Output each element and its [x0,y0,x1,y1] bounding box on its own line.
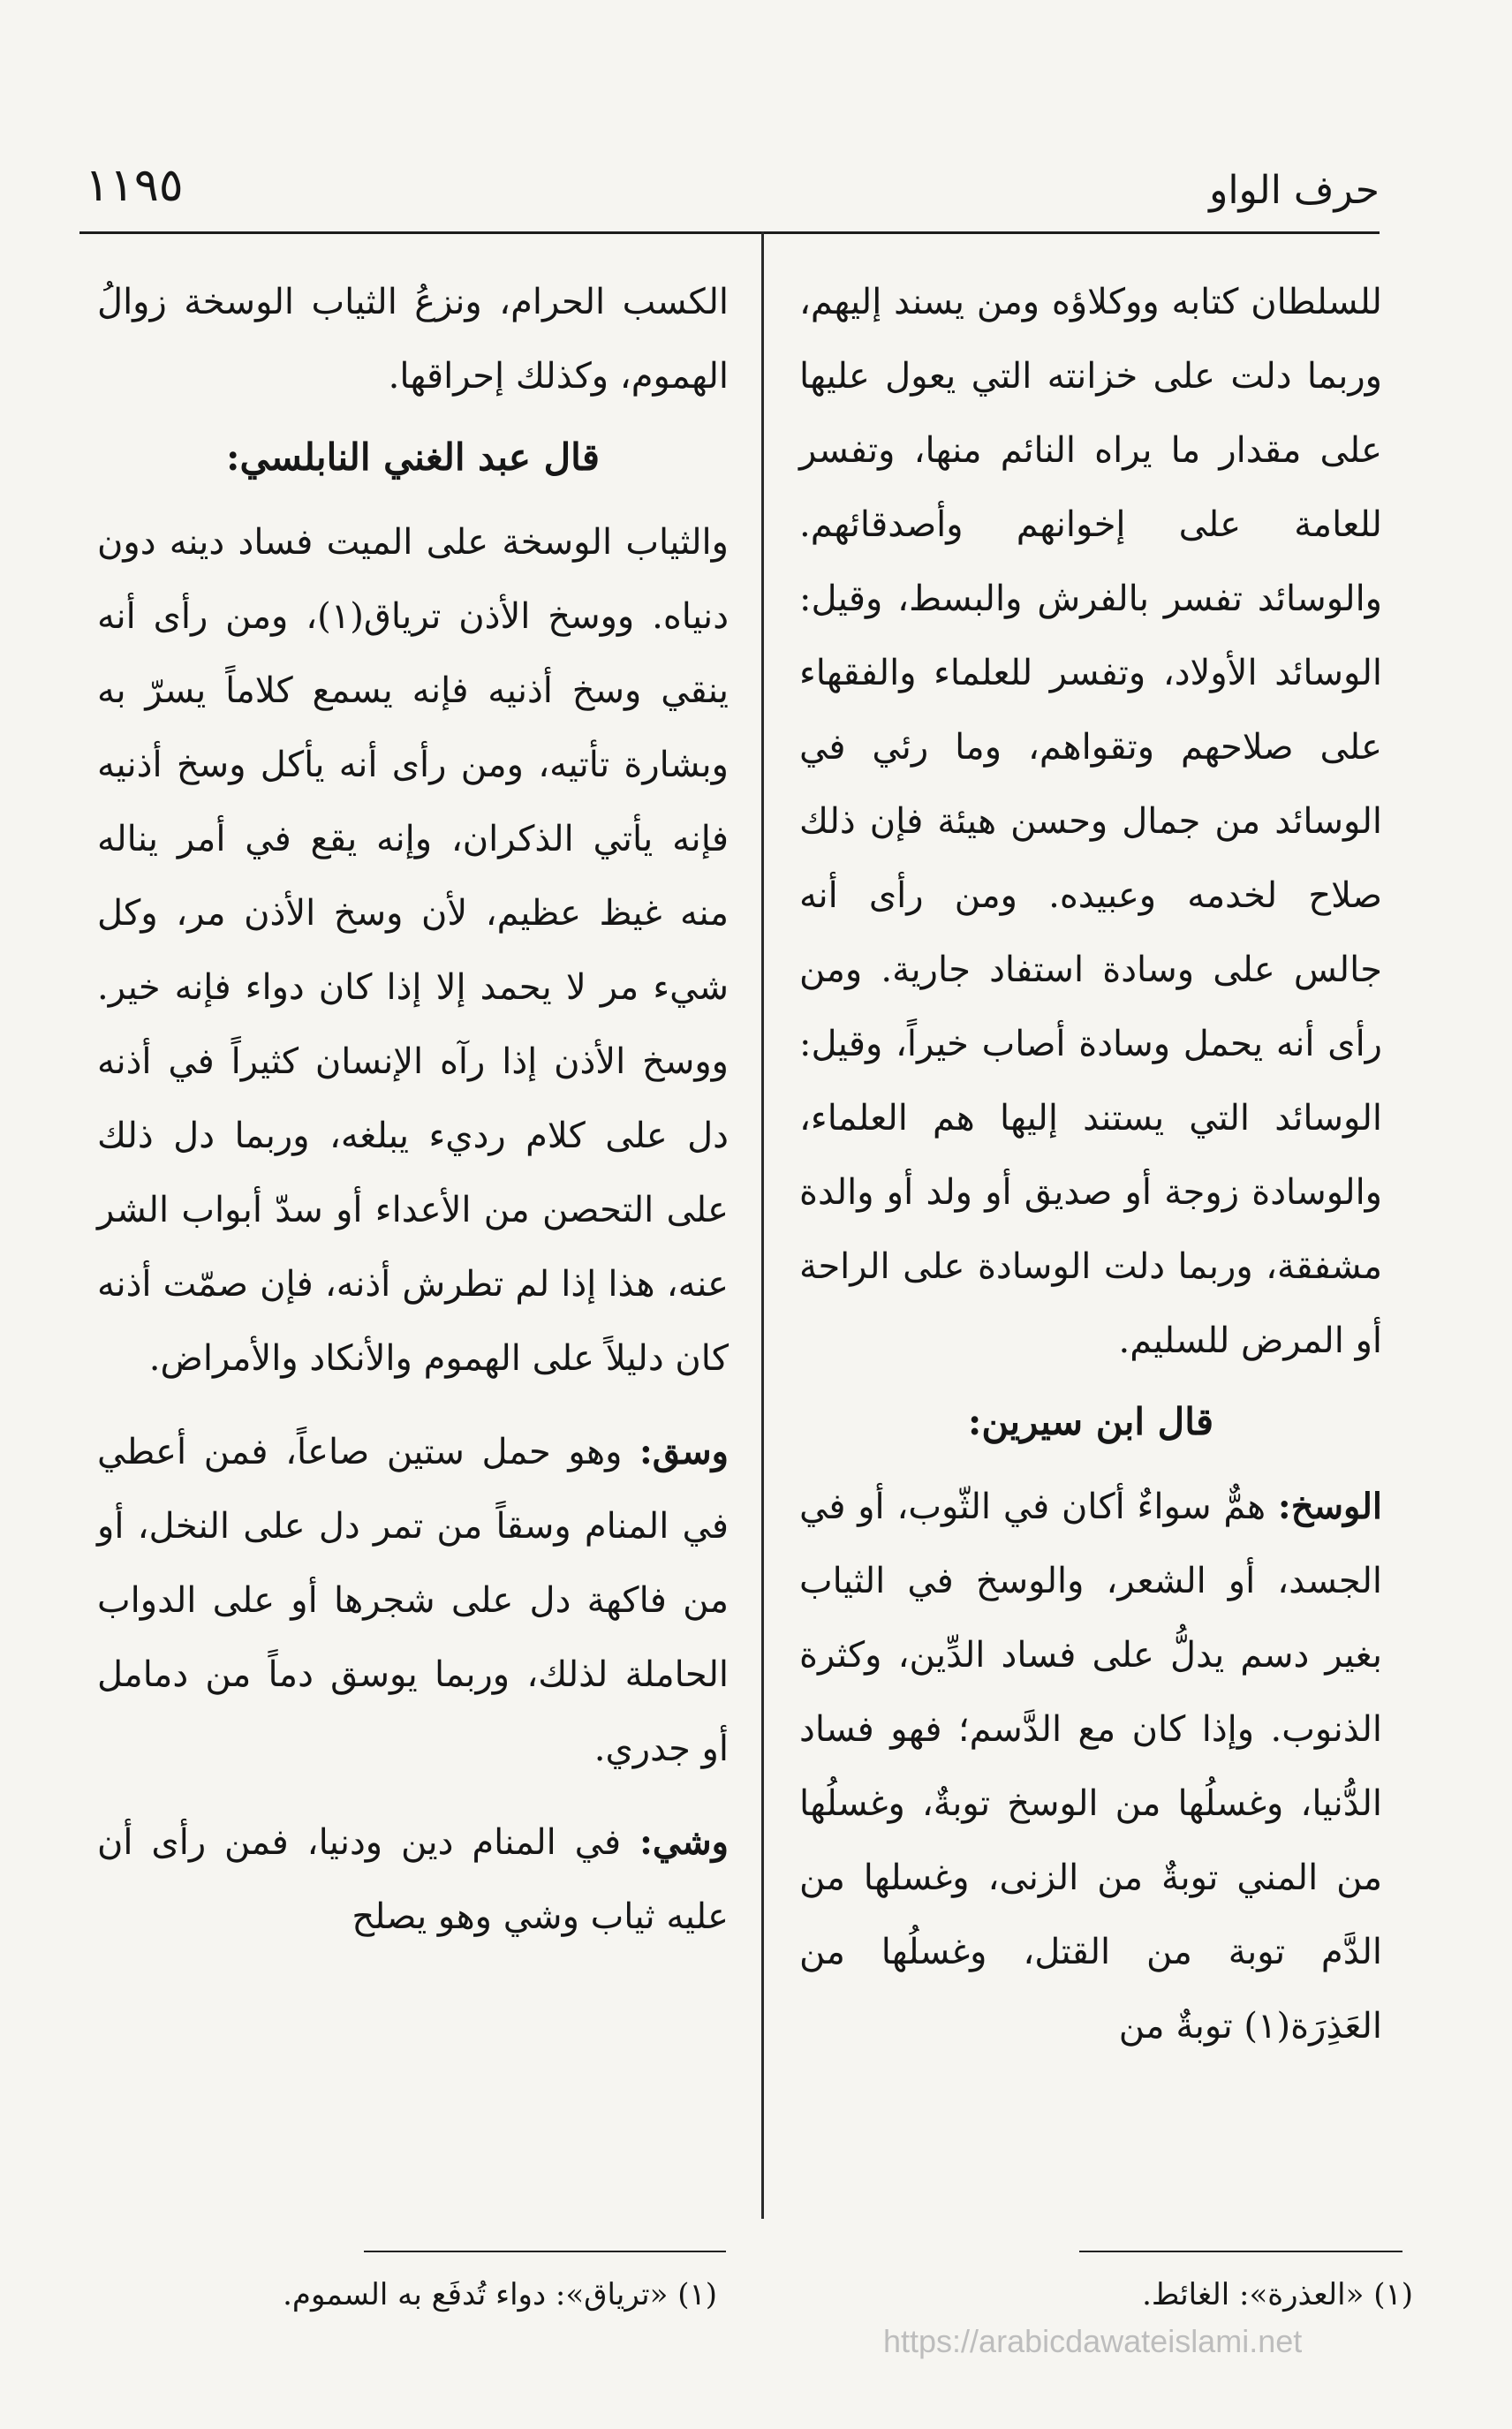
right-column [799,265,1382,2063]
entry-text-wasakh: همٌّ سواءٌ أكان في الثّوب، أو في الجسد، أو الشعر، والوسخ في الثياب بغير دسم يدلُّ على فساد الدِّين، وكثرة الذنوب. وإذا كان مع الدَّسم؛ فهو فساد الدُّنيا، وغسلُها من الوسخ توبةٌ، وغسلُها من المني توبةٌ من الزنى، وغسلها من الدَّم توبة من القتل، وغسلُها من العَذِرَة(١) توبةٌ من [799,1487,1382,2047]
page-number: ١١٩٥ [85,159,184,212]
footnote-rule-left [364,2251,726,2252]
header-rule [79,231,1380,234]
left-paragraph-0: الكسب الحرام، ونزعُ الثياب الوسخة زوالُ الهموم، وكذلك إحراقها. [97,282,729,397]
footnote-right: (١) «العذرة»: الغائط. [1142,2277,1413,2312]
watermark-url: https://arabicdawateislami.net [883,2323,1303,2359]
column-divider [761,231,764,2219]
entry-term-wasq: وسق: [639,1431,729,1472]
chapter-title: حرف الواو [1209,168,1380,213]
left-paragraph-wasq [97,1415,729,1786]
entry-term-wasakh: الوسخ: [1277,1486,1382,1527]
left-heading-nabulsi: قال عبد الغني النابلسي: [226,435,600,479]
left-column [97,265,729,1954]
entry-text-wasq: وهو حمل ستين صاعاً، فمن أعطي في المنام وسقاً من تمر دل على النخل، أو من فاكهة دل على شجرها أو على الدواب الحاملة لذلك، وربما يوسق دماً من دمامل أو جدري. [97,1432,729,1769]
footnote-left: (١) «ترياق»: دواء تُدفَع به السموم. [283,2277,717,2312]
right-heading-ibn-sirin: قال ابن سيرين: [967,1400,1214,1443]
footnote-rule-right [1079,2251,1402,2252]
right-paragraph-1: للسلطان كتابه ووكلاؤه ومن يسند إليهم، وربما دلت على خزانته التي يعول عليها على مقدار ما يراه النائم منها، وتفسر للعامة على إخوانهم وأصدقائهم. والوسائد تفسر بالفرش والبسط، وقيل: الوسائد الأولاد، وتفسر للعلماء والفقهاء على صلاحهم وتقواهم، وما رئي في الوسائد من جمال وحسن هيئة فإن ذلك صلاح لخدمه وعبيده. ومن رأى أنه جالس على وسادة استفاد جارية. ومن رأى أنه يحمل وسادة أصاب خيراً، وقيل: الوسائد التي يستند إليها هم العلماء، والوسادة زوجة أو صديق أو ولد أو والدة مشفقة، وربما دلت الوسادة على الراحة أو المرض للسليم. [799,282,1382,1361]
right-paragraph-2 [799,1470,1382,2063]
left-paragraph-washi [97,1805,729,1954]
entry-term-washi: وشي: [639,1821,729,1863]
left-paragraph-1: والثياب الوسخة على الميت فساد دينه دون دنياه. ووسخ الأذن ترياق(١)، ومن رأى أنه ينقي وسخ أذنيه فإنه يسمع كلاماً يسرّ به وبشارة تأتيه، ومن رأى أنه يأكل وسخ أذنيه فإنه يأتي الذكران، وإنه يقع في أمر يناله منه غيظ عظيم، لأن وسخ الأذن مر، وكل شيء مر لا يحمد إلا إذا كان دواء فإنه خير. ووسخ الأذن إذا رآه الإنسان كثيراً في أذنه دل على كلام رديء يبلغه، وربما دل ذلك على التحصن من الأعداء أو سدّ أبواب الشر عنه، هذا إذا لم تطرش أذنه، فإن صمّت أذنه كان دليلاً على الهموم والأنكاد والأمراض. [97,522,729,1379]
entry-text-washi: في المنام دين ودنيا، فمن رأى أن عليه ثياب وشي وهو يصلح [97,1822,729,1937]
